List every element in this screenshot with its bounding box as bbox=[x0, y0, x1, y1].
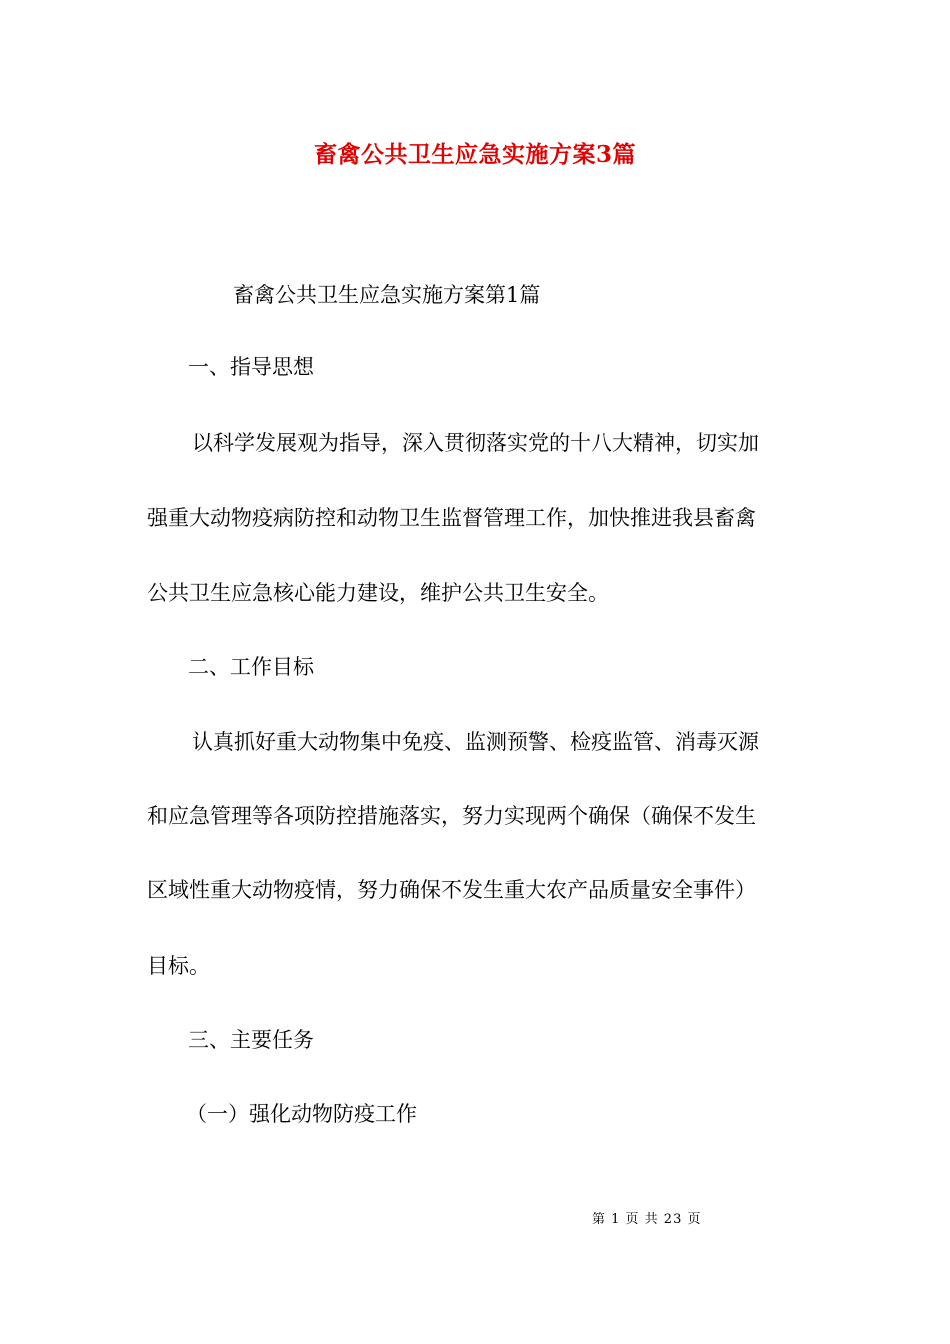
paragraph-line: 强重大动物疫病防控和动物卫生监督管理工作，加快推进我县畜禽 bbox=[147, 506, 756, 530]
subsection-heading: （一）强化动物防疫工作 bbox=[186, 1102, 417, 1126]
document-title: 畜禽公共卫生应急实施方案3篇 bbox=[313, 141, 636, 168]
paragraph-line: 区域性重大动物疫情，努力确保不发生重大农产品质量安全事件） bbox=[147, 878, 756, 902]
section-heading-main-tasks: 三、主要任务 bbox=[188, 1028, 314, 1052]
paragraph-line: 和应急管理等各项防控措施落实，努力实现两个确保（确保不发生 bbox=[147, 804, 756, 828]
paragraph-line: 公共卫生应急核心能力建设，维护公共卫生安全。 bbox=[147, 581, 609, 605]
section-heading-work-goals: 二、工作目标 bbox=[188, 655, 314, 679]
section-heading-guiding-ideology: 一、指导思想 bbox=[188, 355, 314, 379]
paragraph-line: 目标。 bbox=[147, 954, 210, 978]
paragraph-line: 认真抓好重大动物集中免疫、监测预警、检疫监管、消毒灭源 bbox=[192, 730, 759, 754]
document-subtitle: 畜禽公共卫生应急实施方案第1篇 bbox=[233, 283, 541, 307]
paragraph-line: 以科学发展观为指导，深入贯彻落实党的十八大精神，切实加 bbox=[192, 431, 759, 455]
page-number-indicator: 第 1 页 共 23 页 bbox=[592, 1212, 702, 1227]
